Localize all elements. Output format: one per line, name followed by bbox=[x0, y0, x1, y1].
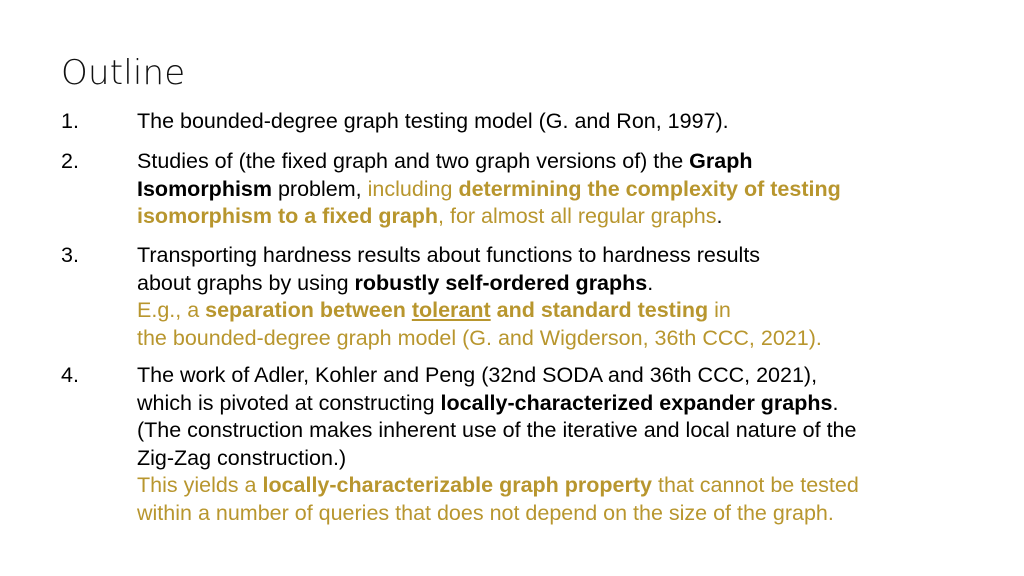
highlight-text: the bounded-degree graph model (G. and Wigderson, 36th CCC, 2021). bbox=[137, 325, 822, 350]
item-text bbox=[137, 148, 1007, 231]
text-run: which is pivoted at constructing bbox=[137, 390, 441, 415]
item-number: 4. bbox=[61, 363, 79, 387]
text-line bbox=[137, 203, 1007, 231]
highlight-bold-term: isomorphism to a fixed graph bbox=[137, 204, 439, 228]
text-line bbox=[137, 500, 1007, 528]
text-run: (The construction makes inherent use of the iterative and local nature of the bbox=[137, 418, 857, 442]
text-line bbox=[137, 297, 1007, 325]
item-number: 1. bbox=[61, 109, 79, 133]
highlight-text: that cannot be tested bbox=[652, 473, 859, 497]
text-line bbox=[137, 472, 1007, 500]
text-run: The bounded-degree graph testing model (G. and Ron, 1997). bbox=[137, 109, 729, 133]
text-run: Transporting hardness results about functions to hardness results bbox=[137, 243, 761, 267]
highlight-text: in bbox=[708, 298, 731, 322]
text-line bbox=[137, 390, 1007, 418]
text-run: problem, bbox=[272, 176, 368, 201]
underlined-term: tolerant bbox=[411, 298, 491, 322]
text-line bbox=[137, 362, 1007, 390]
item-text bbox=[137, 362, 1007, 527]
text-line bbox=[137, 445, 1007, 473]
text-line bbox=[137, 417, 1007, 445]
text-run: about graphs by using bbox=[137, 270, 355, 295]
text-run: . bbox=[647, 270, 654, 295]
bold-term: Isomorphism bbox=[137, 176, 272, 201]
slide-title: Outline bbox=[61, 53, 186, 93]
highlight-text: , for almost all regular graphs bbox=[438, 204, 717, 228]
highlight-bold-term: determining the complexity of testing bbox=[458, 176, 841, 201]
text-run: . bbox=[716, 204, 723, 228]
highlight-text: within a number of queries that does not depend on the size of the graph. bbox=[137, 500, 834, 525]
bold-term: Graph bbox=[689, 149, 753, 173]
item-text bbox=[137, 242, 1007, 352]
text-line bbox=[137, 108, 1007, 136]
text-line bbox=[137, 176, 1007, 204]
bold-term: robustly self-ordered graphs bbox=[354, 270, 648, 295]
highlight-bold-term: locally-characterizable graph property bbox=[262, 473, 652, 497]
text-run: . bbox=[832, 390, 839, 415]
text-run: The work of Adler, Kohler and Peng (32nd SODA and 36th CCC, 2021), bbox=[137, 363, 818, 387]
text-run: Studies of (the fixed graph and two graph versions of) the bbox=[137, 149, 690, 173]
highlight-text: E.g., a bbox=[137, 298, 206, 322]
highlight-text: This yields a bbox=[137, 473, 263, 497]
item-number: 3. bbox=[61, 243, 79, 267]
highlight-bold-term: and standard testing bbox=[490, 298, 709, 322]
text-line bbox=[137, 270, 1007, 298]
item-text bbox=[137, 108, 1007, 136]
highlight-text: including bbox=[367, 176, 459, 201]
text-line bbox=[137, 242, 1007, 270]
highlight-bold-term: separation between bbox=[205, 298, 412, 322]
text-line bbox=[137, 325, 1007, 353]
bold-term: locally-characterized expander graphs bbox=[440, 390, 833, 415]
text-run: Zig-Zag construction.) bbox=[137, 445, 347, 470]
text-line bbox=[137, 148, 1007, 176]
item-number: 2. bbox=[61, 149, 79, 173]
